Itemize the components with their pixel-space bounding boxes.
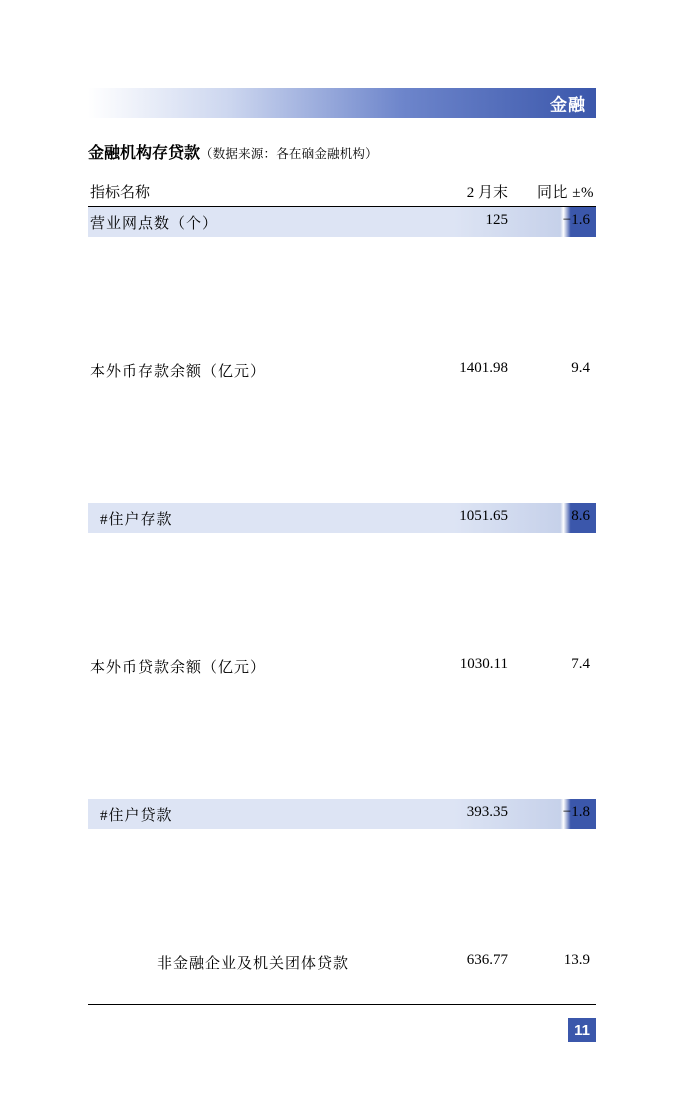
table-cell-yoy: 9.4 [571,360,590,376]
table-cell-value: 393.35 [466,804,508,820]
table-cell-yoy: −1.8 [562,804,590,820]
section-header-title: 金融 [550,95,586,115]
table-cell-name: 本外币贷款余额（亿元） [90,660,267,676]
table-row [88,207,596,355]
table-row [88,355,596,503]
finance-table [88,178,596,1095]
table-cell-value: 636.77 [466,952,508,968]
table-cell-yoy: −1.6 [562,212,590,228]
table-row [88,799,596,947]
column-header-period: 2 月末 [466,185,508,201]
table-cell-name: 本外币存款余额（亿元） [90,364,267,380]
table-caption-title: 金融机构存贷款 [88,145,201,162]
table-cell-yoy: 8.6 [571,508,590,524]
table-row [88,651,596,799]
table-cell-value: 125 [485,212,508,228]
table-cell-name: #住户贷款 [100,808,173,824]
section-header-band [88,88,596,118]
column-header-name: 指标名称 [90,185,151,201]
table-caption-source: （数据来源：各在硇金融机构） [200,147,378,161]
table-cell-name: 营业网点数（个） [90,216,219,232]
table-caption [88,140,378,163]
table-cell-value: 1051.65 [459,508,508,524]
table-row [88,503,596,651]
table-cell-value: 1030.11 [459,656,508,672]
table-cell-name: #住户存款 [100,512,173,528]
page-number: 11 [568,1018,596,1042]
table-header-row [88,178,596,207]
table-bottom-rule [88,1004,596,1005]
table-cell-yoy: 7.4 [571,656,590,672]
table-cell-yoy: 13.9 [563,952,590,968]
table-cell-value: 1401.98 [459,360,508,376]
table-row [88,947,596,1095]
table-cell-name: 非金融企业及机关团体贷款 [156,956,349,972]
column-header-yoy: 同比 ±% [537,185,594,201]
